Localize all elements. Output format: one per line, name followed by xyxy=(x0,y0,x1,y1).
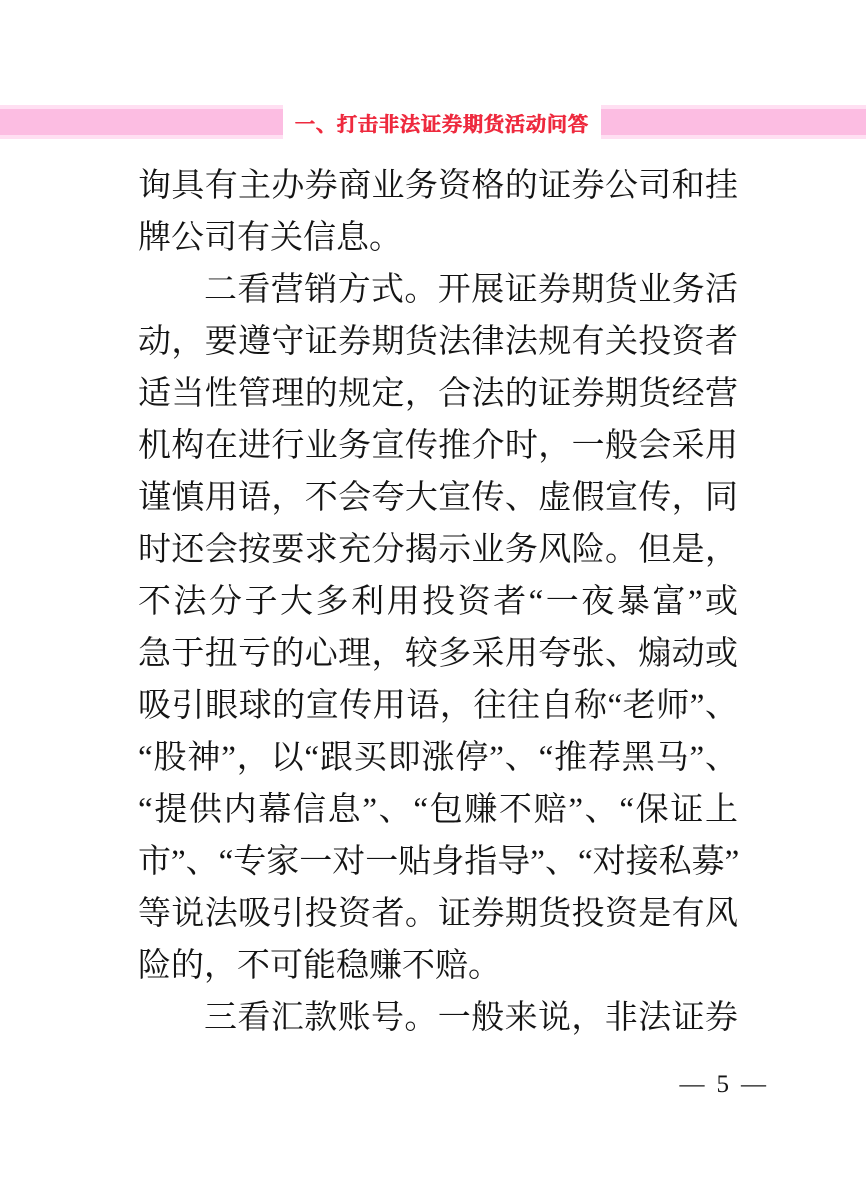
text-line: 机构在进行业务宣传推介时，一般会采用 xyxy=(138,428,738,464)
chapter-header xyxy=(0,105,866,139)
chapter-title: 一、打击非法证券期货活动问答 xyxy=(295,113,589,136)
text-line: “提供内幕信息”、“包赚不赔”、“保证上 xyxy=(138,792,738,828)
text-line: 询具有主办券商业务资格的证券公司和挂 xyxy=(138,168,738,204)
text-line: 牌公司有关信息。 xyxy=(138,220,402,256)
text-line: 谨慎用语，不会夸大宣传、虚假宣传，同 xyxy=(138,480,738,516)
text-line: 二看营销方式。开展证券期货业务活 xyxy=(204,272,738,308)
text-line: 险的，不可能稳赚不赔。 xyxy=(138,948,501,984)
header-bar-left xyxy=(0,105,283,139)
text-line: 时还会按要求充分揭示业务风险。但是， xyxy=(138,532,738,568)
page-number-dash-left: — xyxy=(679,1071,705,1098)
page-footer xyxy=(680,1071,767,1099)
text-line: 急于扭亏的心理，较多采用夸张、煽动或 xyxy=(138,636,738,672)
body-text xyxy=(138,160,738,1044)
header-bar-right xyxy=(601,105,866,139)
text-line: 市”、“专家一对一贴身指导”、“对接私募” xyxy=(138,844,740,880)
text-line: 吸引眼球的宣传用语，往往自称“老师”、 xyxy=(138,688,738,724)
text-line: 三看汇款账号。一般来说，非法证券 xyxy=(204,1000,738,1036)
text-line: 动，要遵守证券期货法律法规有关投资者 xyxy=(138,324,738,360)
text-line: 不法分子大多利用投资者“一夜暴富”或 xyxy=(138,584,738,620)
page-number: 5 xyxy=(716,1071,729,1098)
text-line: 等说法吸引投资者。证券期货投资是有风 xyxy=(138,896,738,932)
page-number-dash-right: — xyxy=(741,1071,766,1098)
text-line: 适当性管理的规定，合法的证券期货经营 xyxy=(138,376,738,412)
text-line: “股神”，以“跟买即涨停”、“推荐黑马”、 xyxy=(138,740,738,776)
